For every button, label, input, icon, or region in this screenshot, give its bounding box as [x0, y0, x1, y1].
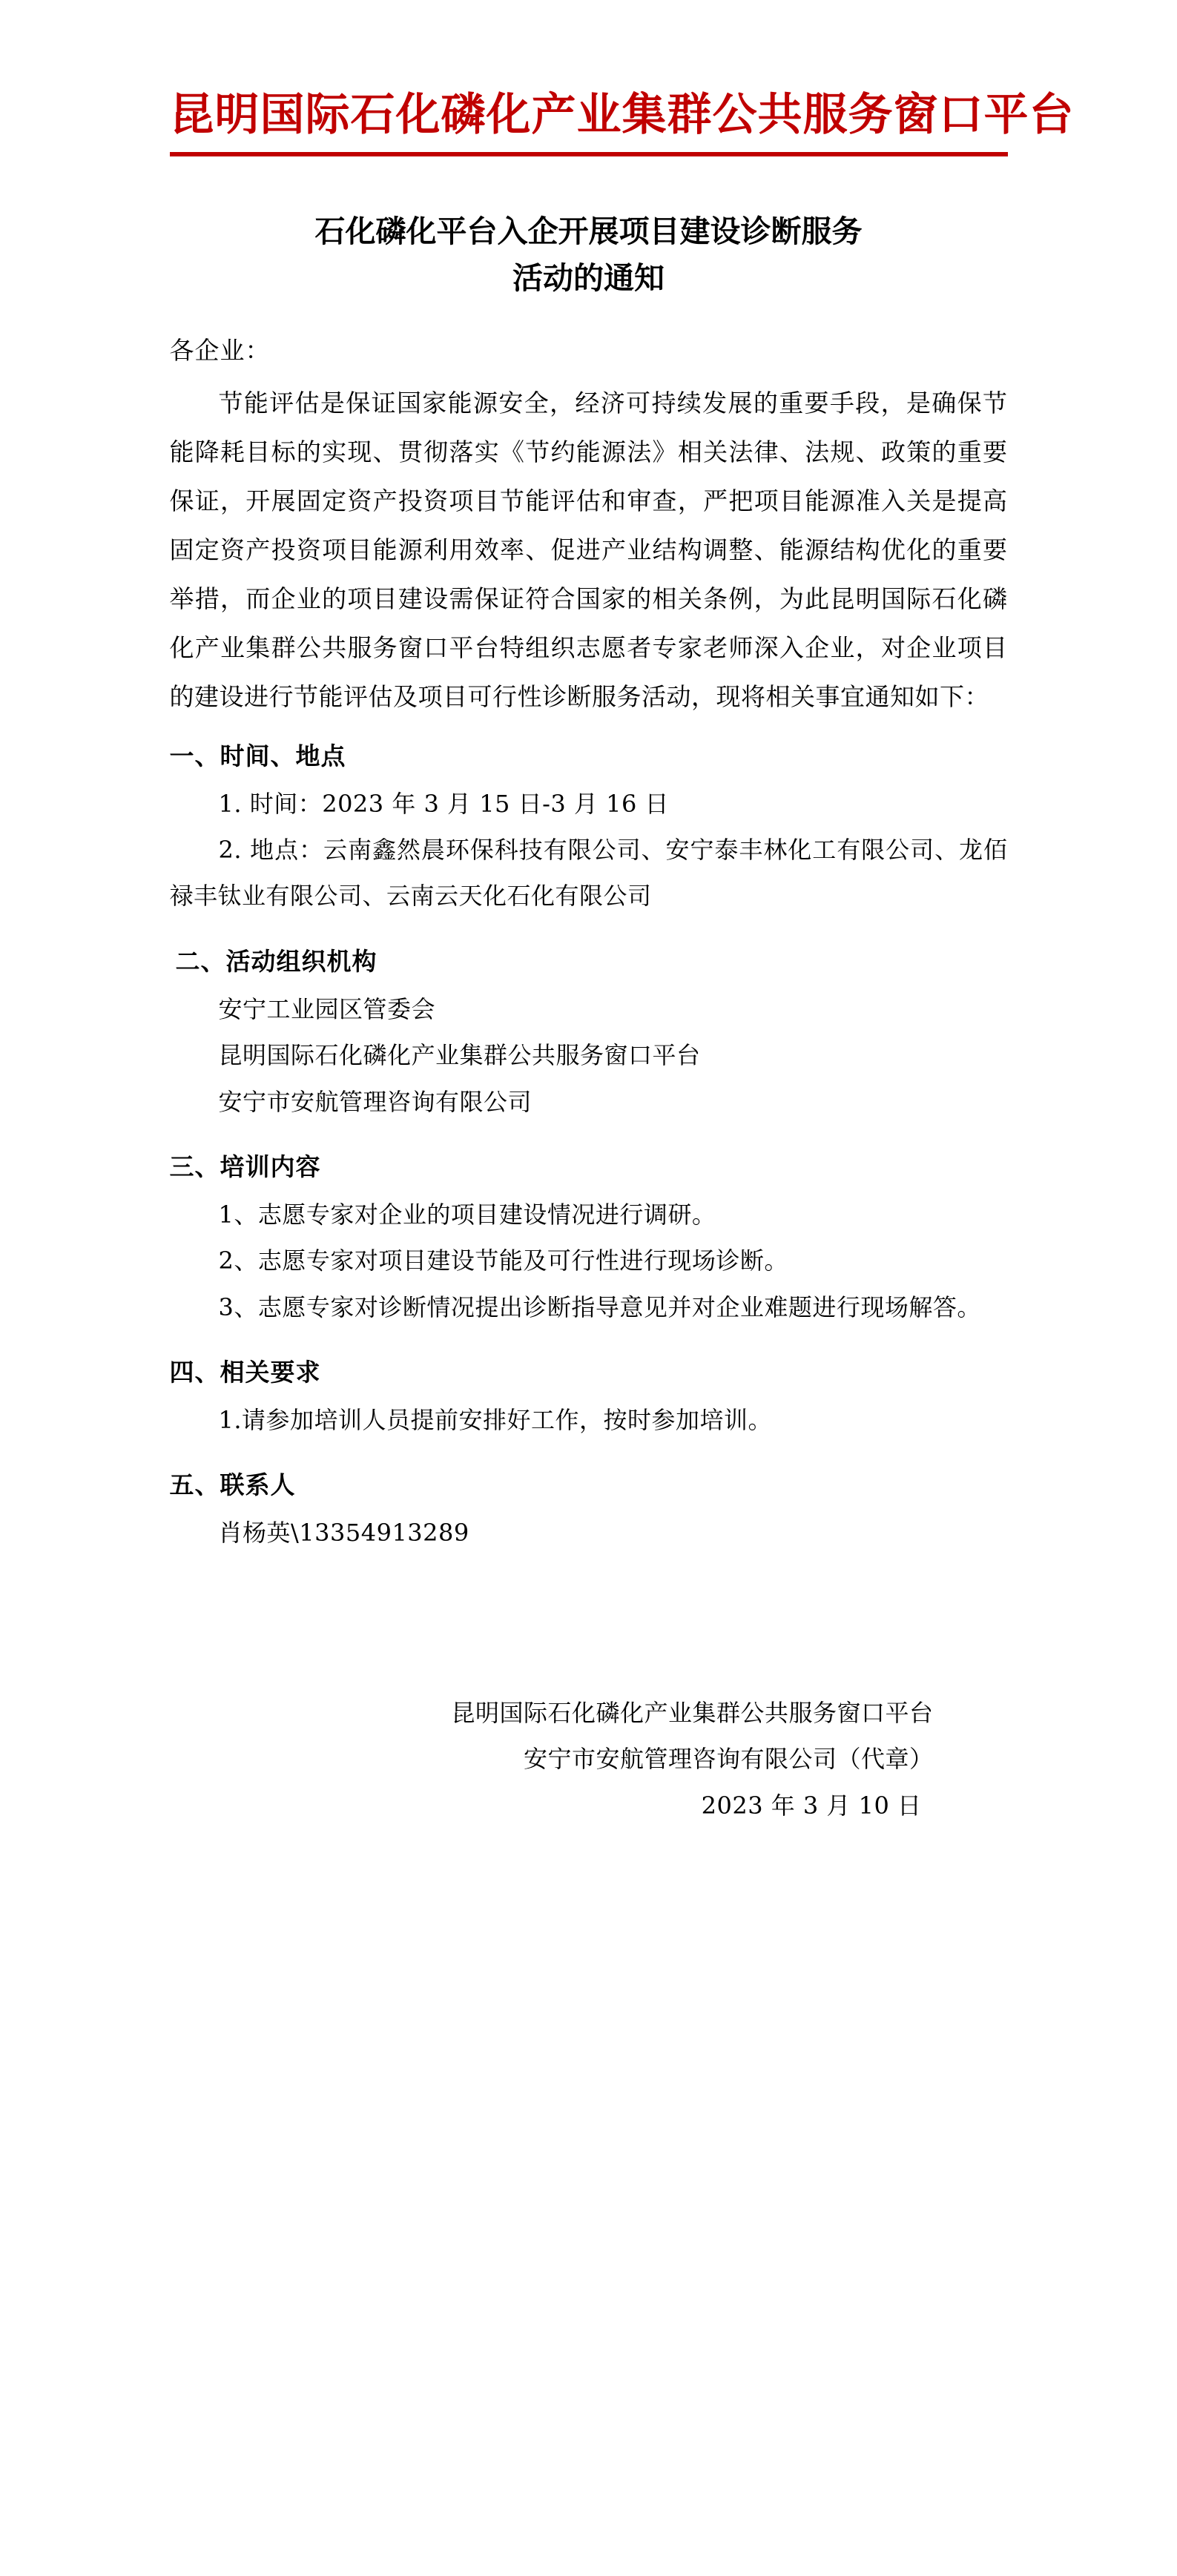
page-title-line-1: 石化磷化平台入企开展项目建设诊断服务 [314, 213, 863, 249]
section-item-requirement-1: 1.请参加培训人员提前安排好工作，按时参加培训。 [218, 1406, 773, 1435]
masthead-title: 昆明国际石化磷化产业集群公共服务窗口平台 [169, 89, 1075, 141]
salutation: 各企业： [169, 335, 271, 365]
section-heading-contact: 五、联系人 [169, 1470, 296, 1500]
section-item-organizer-3: 安宁市安航管理咨询有限公司 [218, 1087, 533, 1116]
section-item-location: 2. 地点：云南鑫然晨环保科技有限公司、安宁泰丰林化工有限公司、龙佰禄丰钛业有限公司、云南云天化石化有限公司 [169, 835, 1008, 911]
page-title [214, 208, 963, 303]
masthead [169, 89, 1075, 156]
section-item-training-3: 3、志愿专家对诊断情况提出诊断指导意见并对企业难题进行现场解答。 [218, 1292, 981, 1321]
section-heading-requirements: 四、相关要求 [169, 1358, 321, 1387]
section-item-time: 1. 时间：2023 年 3 月 15 日-3 月 16 日 [218, 789, 669, 818]
section-item-training-1: 1、志愿专家对企业的项目建设情况进行调研。 [218, 1200, 716, 1229]
signature-block [170, 1690, 1008, 1829]
intro-paragraph: 节能评估是保证国家能源安全，经济可持续发展的重要手段，是确保节能降耗目标的实现、贯彻落实《节约能源法》相关法律、法规、政策的重要保证，开展固定资产投资项目节能评估和审查，严把项目能源准入关是提高固定资产投资项目能源利用效率、促进产业结构调整、能源结构优化的重要举措，而企业的项目建设需保证符合国家的相关条例，为此昆明国际石化磷化产业集群公共服务窗口平台特组织志愿者专家老师深入企业，对企业项目的建设进行节能评估及项目可行性诊断服务活动，现将相关事宜通知如下： [169, 388, 1008, 711]
page-title-line-2: 活动的通知 [512, 260, 665, 297]
signature-date: 2023 年 3 月 10 日 [701, 1791, 922, 1820]
document-body [169, 0, 1075, 1829]
section-item-organizer-2: 昆明国际石化磷化产业集群公共服务窗口平台 [218, 1041, 701, 1070]
section-heading-training-content: 三、培训内容 [169, 1152, 321, 1181]
section-heading-organizers: 二、活动组织机构 [175, 946, 378, 976]
signature-org-1: 昆明国际石化磷化产业集群公共服务窗口平台 [451, 1698, 934, 1727]
signature-org-2: 安宁市安航管理咨询有限公司（代章） [523, 1745, 934, 1774]
section-heading-time-location: 一、时间、地点 [169, 741, 346, 770]
section-item-training-2: 2、志愿专家对项目建设节能及可行性进行现场诊断。 [218, 1246, 788, 1275]
section-item-contact-1: 肖杨英\13354913289 [218, 1519, 469, 1548]
section-item-organizer-1: 安宁工业园区管委会 [218, 994, 436, 1023]
